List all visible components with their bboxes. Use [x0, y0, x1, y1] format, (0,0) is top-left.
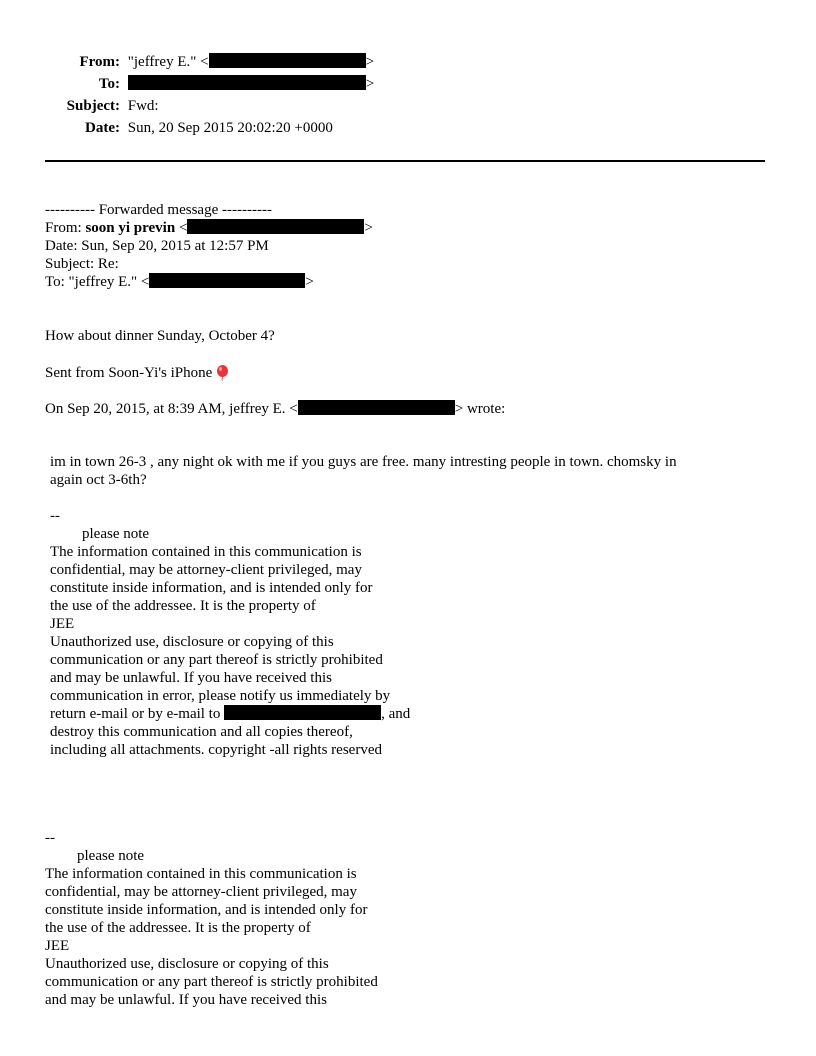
forwarded-from: [45, 219, 373, 237]
disclaimer-1-note: please note: [82, 526, 150, 542]
header-subject-row: [0, 97, 159, 115]
reply-message: How about dinner Sunday, October 4?: [45, 328, 275, 344]
redacted-email: [224, 705, 381, 720]
email-prefix: return e-mail or by e-mail to: [50, 706, 225, 722]
disclaimer-1-line: The information contained in this communication is: [50, 544, 362, 560]
close-bracket: >: [365, 54, 375, 70]
redacted-email: [149, 273, 305, 288]
disclaimer-2-dash: --: [45, 830, 55, 846]
forwarded-from-open: <: [175, 220, 188, 236]
disclaimer-2-line: Unauthorized use, disclosure or copying of this: [45, 956, 329, 972]
subject-label: Subject:: [66, 98, 120, 114]
disclaimer-2-line: confidential, may be attorney-client privileged, may: [45, 884, 357, 900]
redacted-email: [209, 53, 366, 68]
forwarded-to: [45, 273, 314, 291]
disclaimer-2-line: The information contained in this communication is: [45, 866, 357, 882]
date-label: Date:: [85, 120, 120, 136]
forwarded-from-name: soon yi previn: [85, 220, 176, 236]
disclaimer-2-line: JEE: [45, 938, 70, 954]
disclaimer-2-line: constitute inside information, and is intended only for: [45, 902, 368, 918]
close-bracket: >: [364, 220, 373, 236]
forwarded-divider: ---------- Forwarded message ----------: [45, 202, 272, 218]
quote-suffix: > wrote:: [454, 401, 506, 417]
subject-value: Fwd:: [127, 98, 159, 114]
disclaimer-2-note: please note: [77, 848, 145, 864]
quote-prefix: On Sep 20, 2015, at 8:39 AM, jeffrey E. <: [45, 401, 298, 417]
to-label: To:: [98, 76, 120, 92]
disclaimer-1-line: the use of the addressee. It is the property of: [50, 598, 316, 614]
header-from-row: [0, 53, 374, 71]
reply-signature-row: [45, 364, 229, 382]
disclaimer-2-line: communication or any part thereof is strictly prohibited: [45, 974, 378, 990]
disclaimer-1-line: and may be unlawful. If you have received this: [50, 670, 332, 686]
balloon-emoji-icon: [216, 365, 229, 381]
from-label: From:: [79, 54, 120, 70]
disclaimer-1-line: communication in error, please notify us immediately by: [50, 688, 391, 704]
disclaimer-1-line: communication or any part thereof is strictly prohibited: [50, 652, 383, 668]
from-name: "jeffrey E." <: [127, 54, 209, 70]
disclaimer-1-line: destroy this communication and all copies thereof,: [50, 724, 353, 740]
quoted-line-2: again oct 3-6th?: [50, 472, 147, 488]
redacted-email: [187, 219, 364, 234]
disclaimer-1-email-line: [50, 705, 410, 723]
forwarded-date: Date: Sun, Sep 20, 2015 at 12:57 PM: [45, 238, 269, 254]
disclaimer-1-line: including all attachments. copyright -all rights reserved: [50, 742, 382, 758]
close-bracket: >: [365, 76, 375, 92]
quote-attribution: [45, 400, 505, 418]
email-suffix: , and: [381, 706, 411, 722]
disclaimer-2-line: the use of the addressee. It is the property of: [45, 920, 311, 936]
reply-signature: Sent from Soon-Yi's iPhone: [45, 365, 213, 381]
header-to-row: [0, 75, 374, 93]
redacted-email: [128, 75, 366, 90]
close-bracket: >: [305, 274, 314, 290]
header-divider: [45, 160, 765, 162]
forwarded-subject: Subject: Re:: [45, 256, 119, 272]
date-value: Sun, 20 Sep 2015 20:02:20 +0000: [127, 120, 333, 136]
disclaimer-1-line: confidential, may be attorney-client privileged, may: [50, 562, 362, 578]
disclaimer-1-dash: --: [50, 508, 60, 524]
redacted-email: [298, 400, 455, 415]
forwarded-to-prefix: To: "jeffrey E." <: [45, 274, 150, 290]
header-date-row: [0, 119, 333, 137]
forwarded-from-prefix: From:: [45, 220, 86, 236]
disclaimer-1-line: Unauthorized use, disclosure or copying of this: [50, 634, 334, 650]
disclaimer-2-line: and may be unlawful. If you have received this: [45, 992, 327, 1008]
disclaimer-1-line: JEE: [50, 616, 75, 632]
quoted-line-1: im in town 26-3 , any night ok with me if you guys are free. many intresting people in town. chomsky in: [50, 454, 677, 470]
disclaimer-1-line: constitute inside information, and is intended only for: [50, 580, 373, 596]
